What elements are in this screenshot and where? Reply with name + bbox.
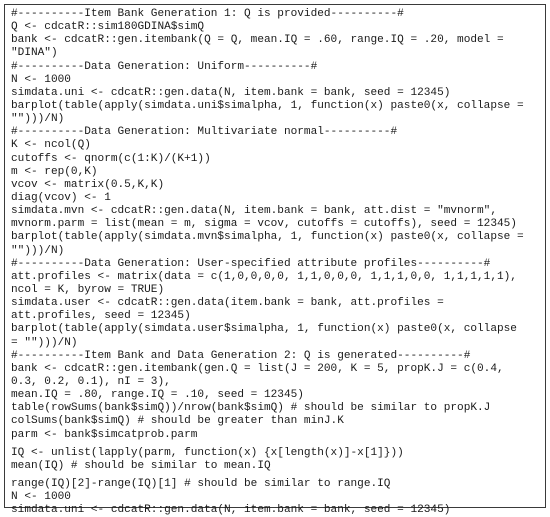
code-line-22: ncol = K, byrow = TRUE) (11, 283, 165, 296)
code-line-25: barplot(table(apply(simdata.user$simalpha, 1, function(x) paste0(x, collapse (11, 323, 517, 336)
code-line-11: K <- ncol(Q) (11, 139, 91, 152)
code-line-16: simdata.mvn <- cdcatR::gen.data(N, item.bank = bank, att.dist = "mvnorm", (11, 205, 497, 218)
code-line-06: N <- 1000 (11, 73, 71, 86)
code-line-20: #----------Data Generation: User-specified attribute profiles----------# (11, 257, 491, 270)
code-line-04: "DINA") (11, 47, 58, 60)
code-line-23: simdata.user <- cdcatR::gen.data(item.bank = bank, att.profiles = (11, 297, 444, 310)
code-line-07: simdata.uni <- cdcatR::gen.data(N, item.bank = bank, seed = 12345) (11, 86, 451, 99)
code-line-35: mean(IQ) # should be similar to mean.IQ (11, 459, 271, 472)
code-line-15: diag(vcov) <- 1 (11, 191, 111, 204)
code-line-08: barplot(table(apply(simdata.uni$simalpha, 1, function(x) paste0(x, collapse = (11, 99, 524, 112)
code-line-29: 0.3, 0.2, 0.1), nI = 3), (11, 375, 171, 388)
code-line-10: #----------Data Generation: Multivariate normal----------# (11, 126, 398, 139)
code-line-28: bank <- cdcatR::gen.itembank(gen.Q = list(J = 200, K = 5, propK.J = c(0.4, (11, 362, 504, 375)
code-line-18: barplot(table(apply(simdata.mvn$simalpha, 1, function(x) paste0(x, collapse = (11, 231, 524, 244)
code-line-14: vcov <- matrix(0.5,K,K) (11, 178, 165, 191)
code-line-36: range(IQ)[2]-range(IQ)[1] # should be similar to range.IQ (11, 477, 391, 490)
code-line-19: "")))/N) (11, 244, 65, 257)
code-line-05: #----------Data Generation: Uniform----------# (11, 60, 318, 73)
code-line-17: mvnorm.parm = list(mean = m, sigma = vcov, cutoffs = cutoffs), seed = 12345) (11, 218, 517, 231)
code-line-26: = "")))/N) (11, 336, 78, 349)
code-line-24: att.profiles, seed = 12345) (11, 310, 191, 323)
code-listing (4, 4, 546, 517)
code-line-34: IQ <- unlist(lapply(parm, function(x) {x[length(x)]-x[1]})) (11, 446, 404, 459)
code-line-13: m <- rep(0,K) (11, 165, 98, 178)
code-line-38: simdata.uni <- cdcatR::gen.data(N, item.bank = bank, seed = 12345) (11, 504, 451, 517)
code-line-03: bank <- cdcatR::gen.itembank(Q = Q, mean.IQ = .60, range.IQ = .20, model = (11, 34, 504, 47)
code-line-27: #----------Item Bank and Data Generation 2: Q is generated----------# (11, 349, 471, 362)
code-line-30: mean.IQ = .80, range.IQ = .10, seed = 12345) (11, 389, 304, 402)
code-line-21: att.profiles <- matrix(data = c(1,0,0,0,0, 1,1,0,0,0, 1,1,1,0,0, 1,1,1,1,1), (11, 270, 517, 283)
code-line-01: #----------Item Bank Generation 1: Q is provided----------# (11, 8, 404, 20)
code-line-02: Q <- cdcatR::sim180GDINA$simQ (11, 21, 205, 34)
code-line-31: table(rowSums(bank$simQ))/nrow(bank$simQ) # should be similar to propK.J (11, 402, 491, 415)
code-line-12: cutoffs <- qnorm(c(1:K)/(K+1)) (11, 152, 211, 165)
code-line-37: N <- 1000 (11, 491, 71, 504)
code-line-09: "")))/N) (11, 113, 65, 126)
code-line-32: colSums(bank$simQ) # should be greater than minJ.K (11, 415, 344, 428)
code-line-33: parm <- bank$simcatprob.parm (11, 428, 198, 441)
